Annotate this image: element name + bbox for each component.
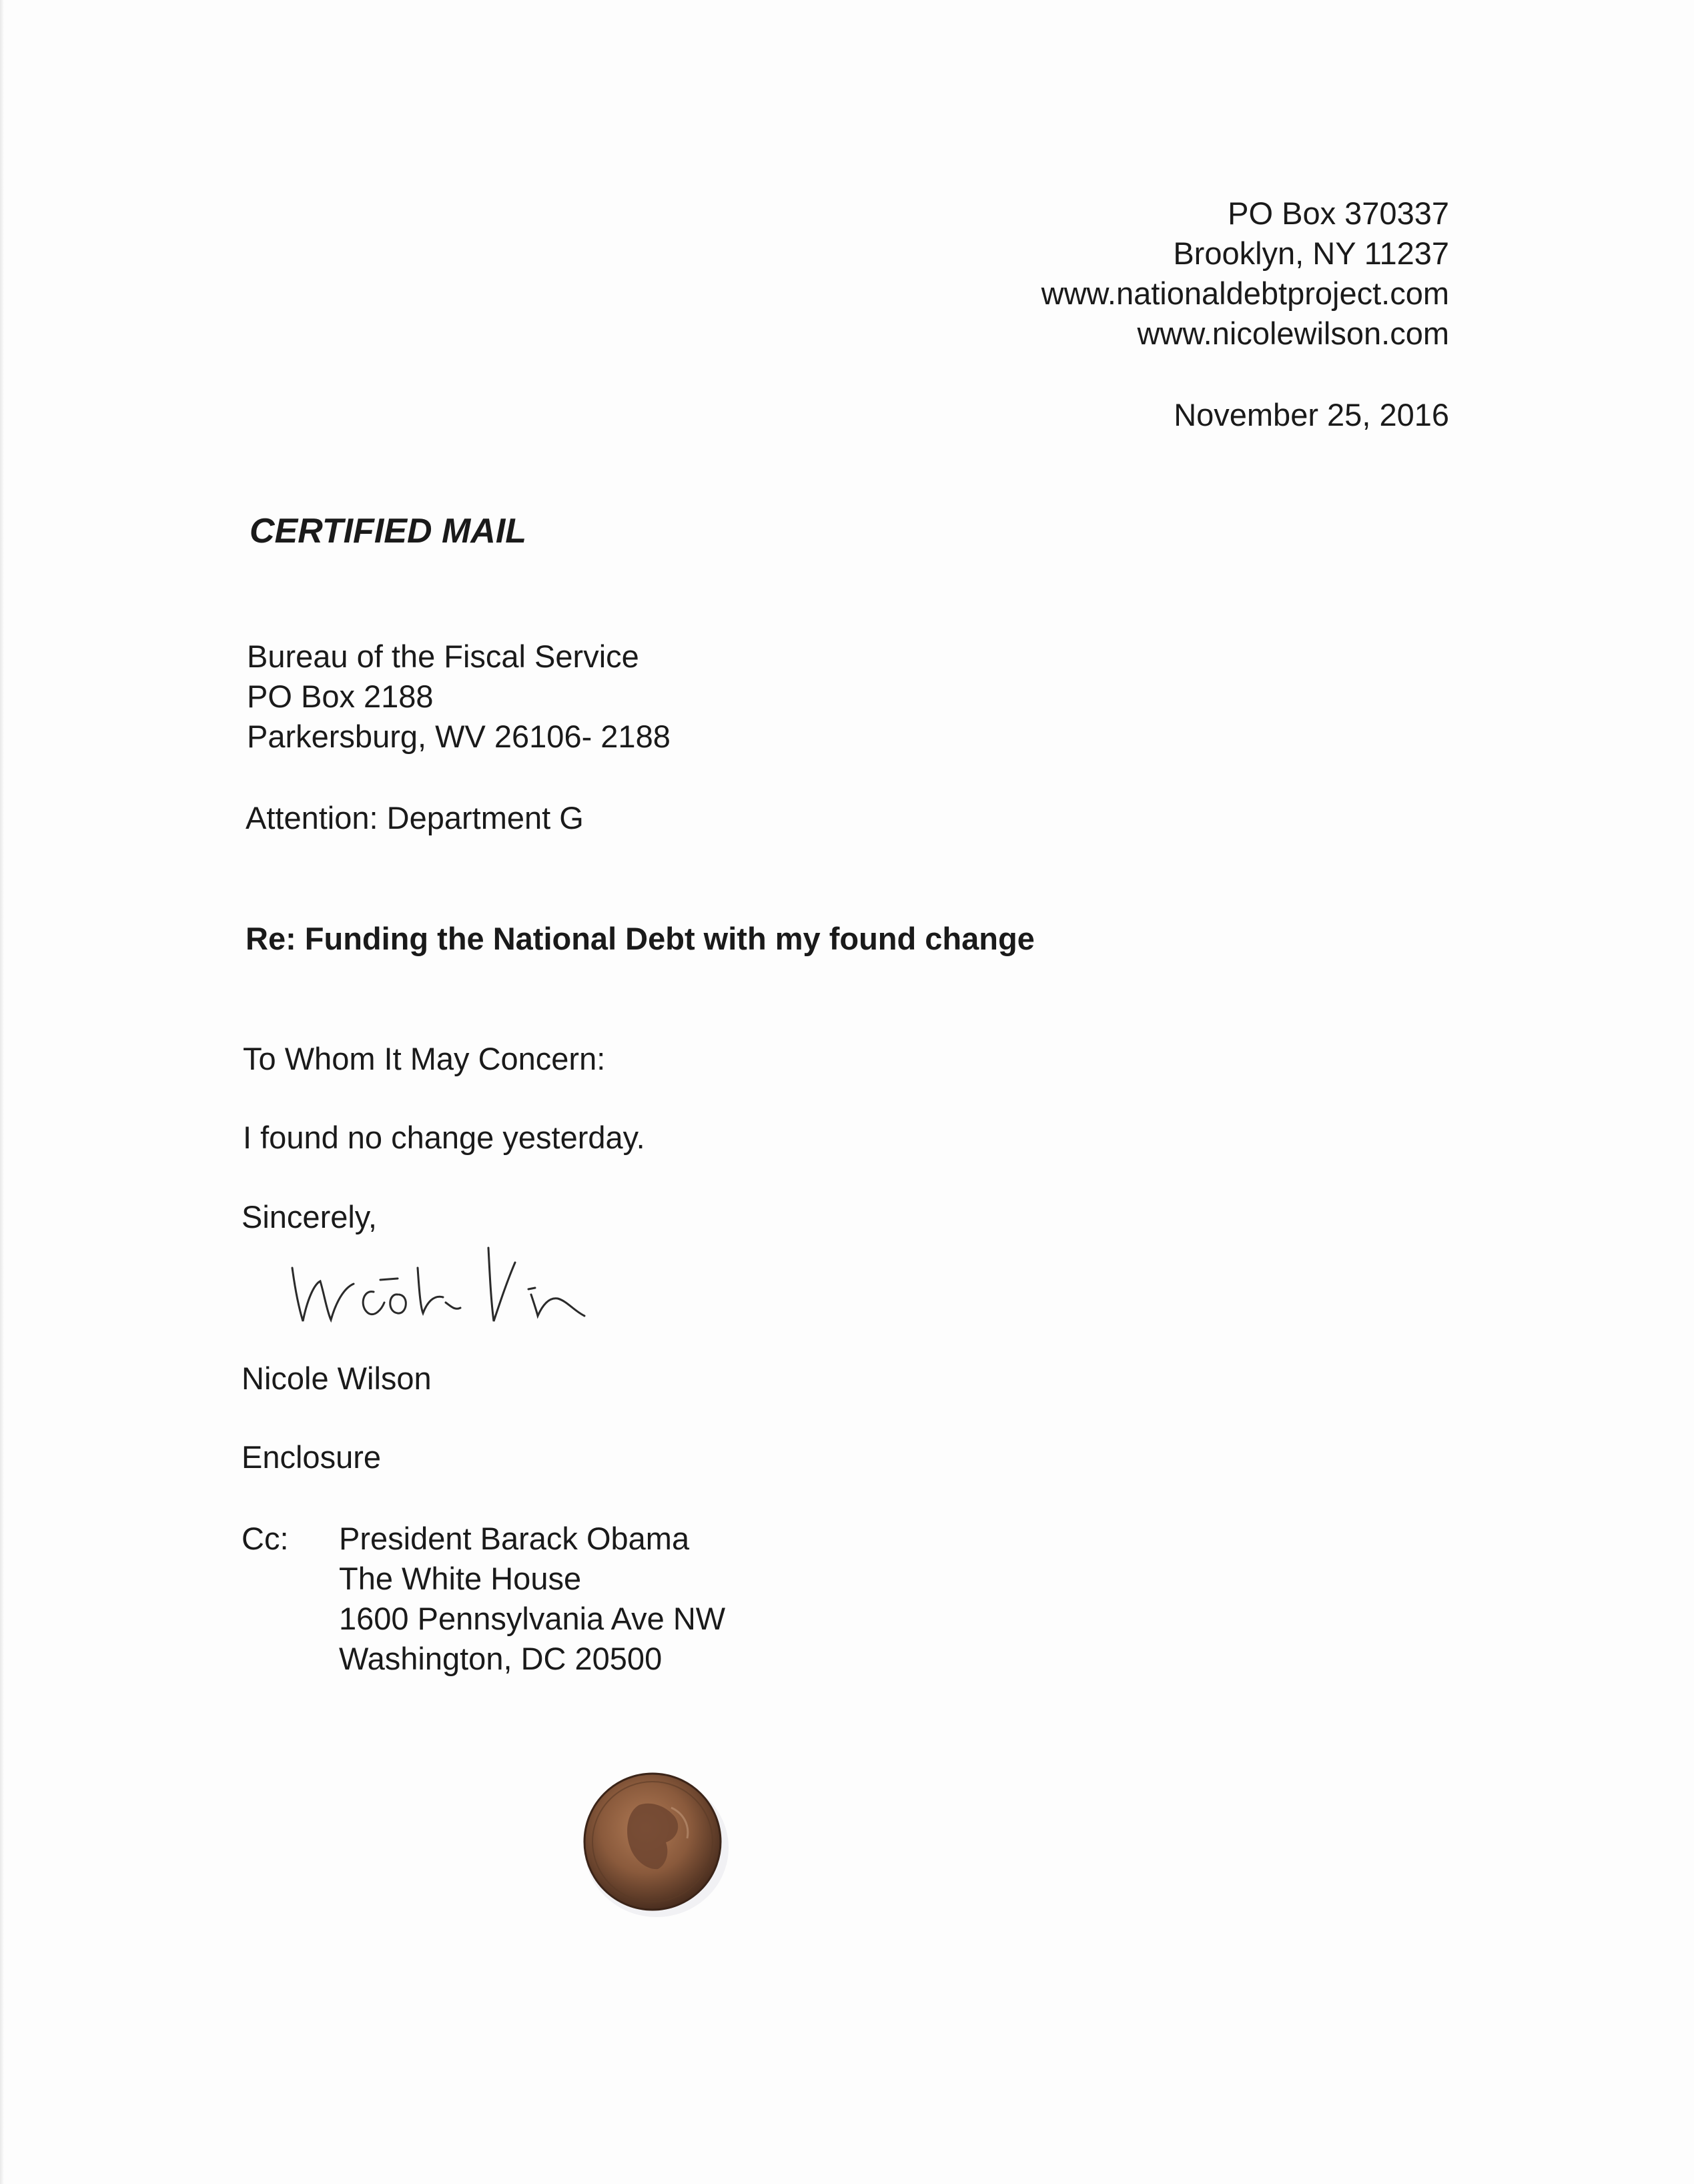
closing: Sincerely, (242, 1199, 377, 1234)
recipient-address (247, 637, 671, 757)
cc-org: The White House (339, 1561, 582, 1596)
sender-website-1: www.nationaldebtproject.com (1041, 276, 1449, 311)
recipient-name: Bureau of the Fiscal Service (247, 639, 639, 674)
cc-address (339, 1519, 725, 1679)
penny-icon (578, 1765, 731, 1918)
subject-line: Re: Funding the National Debt with my found change (246, 921, 1035, 956)
letter-date: November 25, 2016 (1174, 397, 1449, 432)
salutation: To Whom It May Concern: (243, 1041, 606, 1076)
attention-line: Attention: Department G (246, 800, 584, 835)
cc-name: President Barack Obama (339, 1521, 690, 1556)
signer-name: Nicole Wilson (242, 1361, 432, 1396)
recipient-city: Parkersburg, WV 26106- 2188 (247, 719, 671, 754)
signature-icon (280, 1228, 641, 1341)
cc-city: Washington, DC 20500 (339, 1641, 663, 1676)
sender-city: Brooklyn, NY 11237 (1173, 236, 1449, 271)
sender-website-2: www.nicolewilson.com (1137, 316, 1449, 351)
enclosure-note: Enclosure (242, 1439, 381, 1475)
letter-body: I found no change yesterday. (243, 1120, 645, 1155)
sender-address (1041, 194, 1449, 354)
recipient-po-box: PO Box 2188 (247, 679, 434, 714)
sender-po-box: PO Box 370337 (1228, 196, 1449, 231)
delivery-method: CERTIFIED MAIL (250, 512, 527, 551)
scan-edge (0, 0, 4, 2184)
cc-label: Cc: (242, 1521, 289, 1556)
cc-street: 1600 Pennsylvania Ave NW (339, 1601, 726, 1636)
